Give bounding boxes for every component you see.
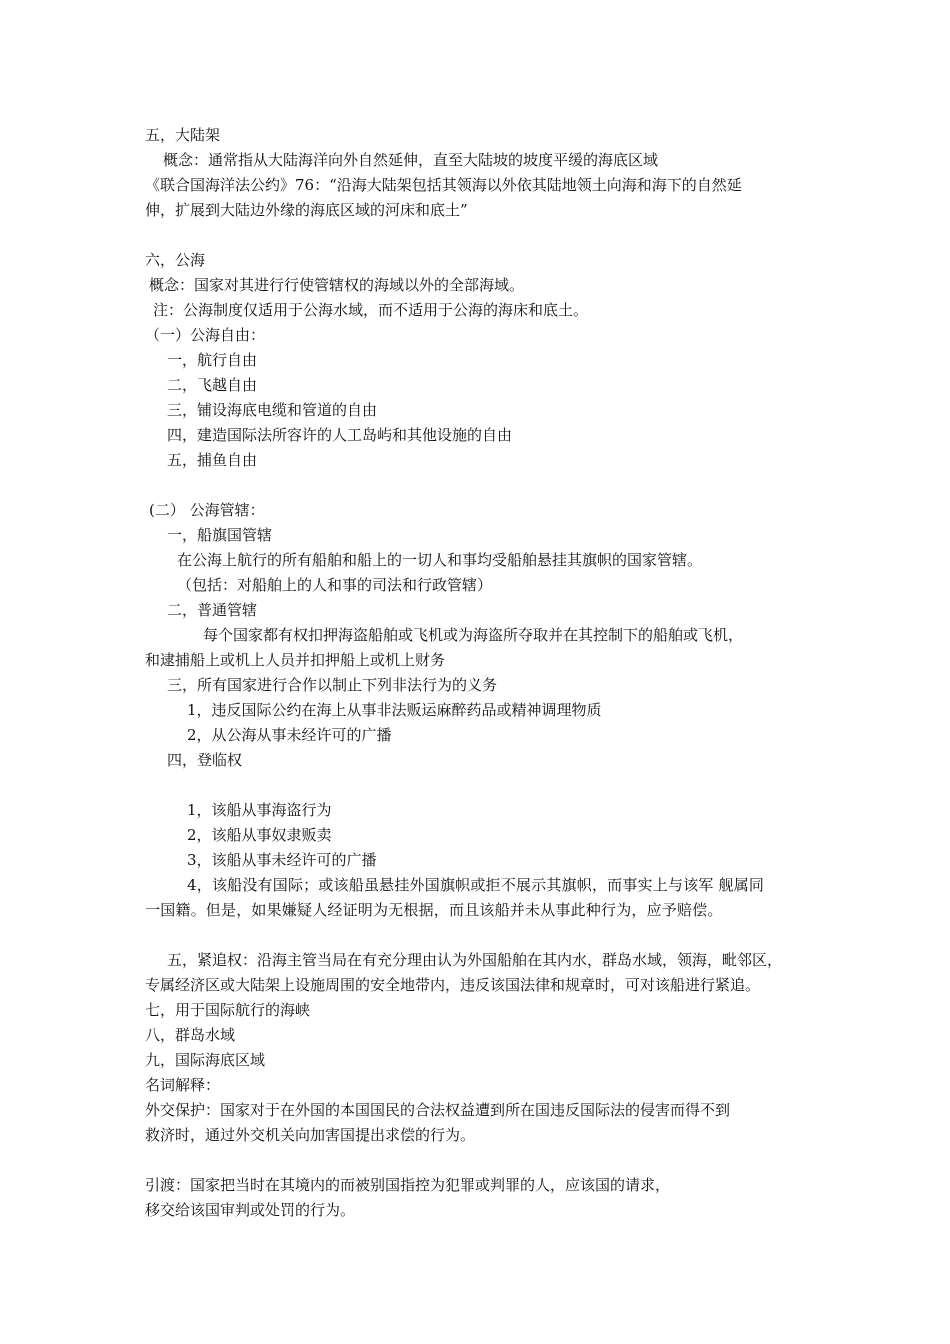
hot-pursuit-line-1: 五，紧追权：沿海主管当局在有充分理由认为外国船舶在其内水，群岛水域，领海，毗邻区， — [167, 951, 783, 969]
cooperation-title: 三，所有国家进行合作以制止下列非法行为的义务 — [167, 676, 498, 694]
section-7-title: 七，用于国际航行的海峡 — [145, 1001, 311, 1019]
spacer — [145, 473, 835, 498]
convention-article-76-line-2: 伸，扩展到大陆边外缘的海底区域的河床和底土” — [145, 201, 468, 219]
section-8-title: 八，群岛水域 — [145, 1026, 236, 1044]
terms-title: 名词解释： — [145, 1076, 221, 1094]
jurisdiction-title: (二） 公海管辖： — [149, 501, 265, 519]
freedom-item: 三，铺设海底电缆和管道的自由 — [167, 401, 378, 419]
cooperation-item: 2，从公海从事未经许可的广播 — [187, 726, 392, 744]
general-jurisdiction-line-2: 和逮捕船上或机上人员并扣押船上或机上财务 — [145, 651, 446, 669]
section-9-title: 九，国际海底区域 — [145, 1051, 266, 1069]
high-seas-concept: 概念：国家对其进行行使管辖权的海域以外的全部海域。 — [149, 276, 525, 294]
cooperation-item: 1，违反国际公约在海上从事非法贩运麻醉药品或精神调理物质 — [187, 701, 602, 719]
freedom-item: 一，航行自由 — [167, 351, 258, 369]
boarding-item-4-line-1: 4，该船没有国际；或该船虽悬挂外国旗帜或拒不展示其旗帜，而事实上与该军 舰属同 — [187, 876, 765, 894]
freedom-title: （一）公海自由： — [145, 326, 266, 344]
boarding-item: 1，该船从事海盗行为 — [187, 801, 332, 819]
extradition-line-1: 引渡：国家把当时在其境内的而被别国指控为犯罪或判罪的人，应该国的请求， — [145, 1176, 671, 1194]
spacer — [145, 923, 835, 948]
diplomatic-protection-line-1: 外交保护：国家对于在外国的本国国民的合法权益遭到所在国违反国际法的侵害而得不到 — [145, 1101, 731, 1119]
spacer — [145, 1148, 835, 1173]
boarding-item-4-line-2: 一国籍。但是，如果嫌疑人经证明为无根据，而且该船并未从事此种行为，应予赔偿。 — [145, 901, 723, 919]
freedom-item: 五，捕鱼自由 — [167, 451, 258, 469]
flag-state-title: 一，船旗国管辖 — [167, 526, 273, 544]
document-page — [145, 123, 835, 1223]
flag-state-note: （包括：对船舶上的人和事的司法和行政管辖） — [177, 576, 493, 594]
boarding-item: 3，该船从事未经许可的广播 — [187, 851, 377, 869]
spacer — [145, 773, 835, 798]
extradition-line-2: 移交给该国审判或处罚的行为。 — [145, 1201, 356, 1219]
section-6-title: 六，公海 — [145, 251, 206, 269]
boarding-item: 2，该船从事奴隶贩卖 — [187, 826, 332, 844]
high-seas-note: 注：公海制度仅适用于公海水域，而不适用于公海的海床和底土。 — [153, 301, 589, 319]
hot-pursuit-line-2: 专属经济区或大陆架上设施周围的安全地带内，违反该国法律和规章时，可对该船进行紧追。 — [145, 976, 761, 994]
continental-shelf-concept: 概念：通常指从大陆海洋向外自然延伸，直至大陆坡的坡度平缓的海底区域 — [163, 151, 659, 169]
general-jurisdiction-line-1: 每个国家都有权扣押海盗船舶或飞机或为海盗所夺取并在其控制下的船舶或飞机， — [203, 626, 744, 644]
boarding-right-title: 四，登临权 — [167, 751, 243, 769]
freedom-item: 二，飞越自由 — [167, 376, 258, 394]
diplomatic-protection-line-2: 救济时，通过外交机关向加害国提出求偿的行为。 — [145, 1126, 476, 1144]
flag-state-description: 在公海上航行的所有船舶和船上的一切人和事均受船舶悬挂其旗帜的国家管辖。 — [177, 551, 703, 569]
spacer — [145, 223, 835, 248]
convention-article-76-line-1: 《联合国海洋法公约》76：“沿海大陆架包括其领海以外依其陆地领土向海和海下的自然延 — [145, 176, 742, 194]
general-jurisdiction-title: 二，普通管辖 — [167, 601, 258, 619]
freedom-item: 四，建造国际法所容许的人工岛屿和其他设施的自由 — [167, 426, 513, 444]
section-5-title: 五，大陆架 — [145, 126, 221, 144]
